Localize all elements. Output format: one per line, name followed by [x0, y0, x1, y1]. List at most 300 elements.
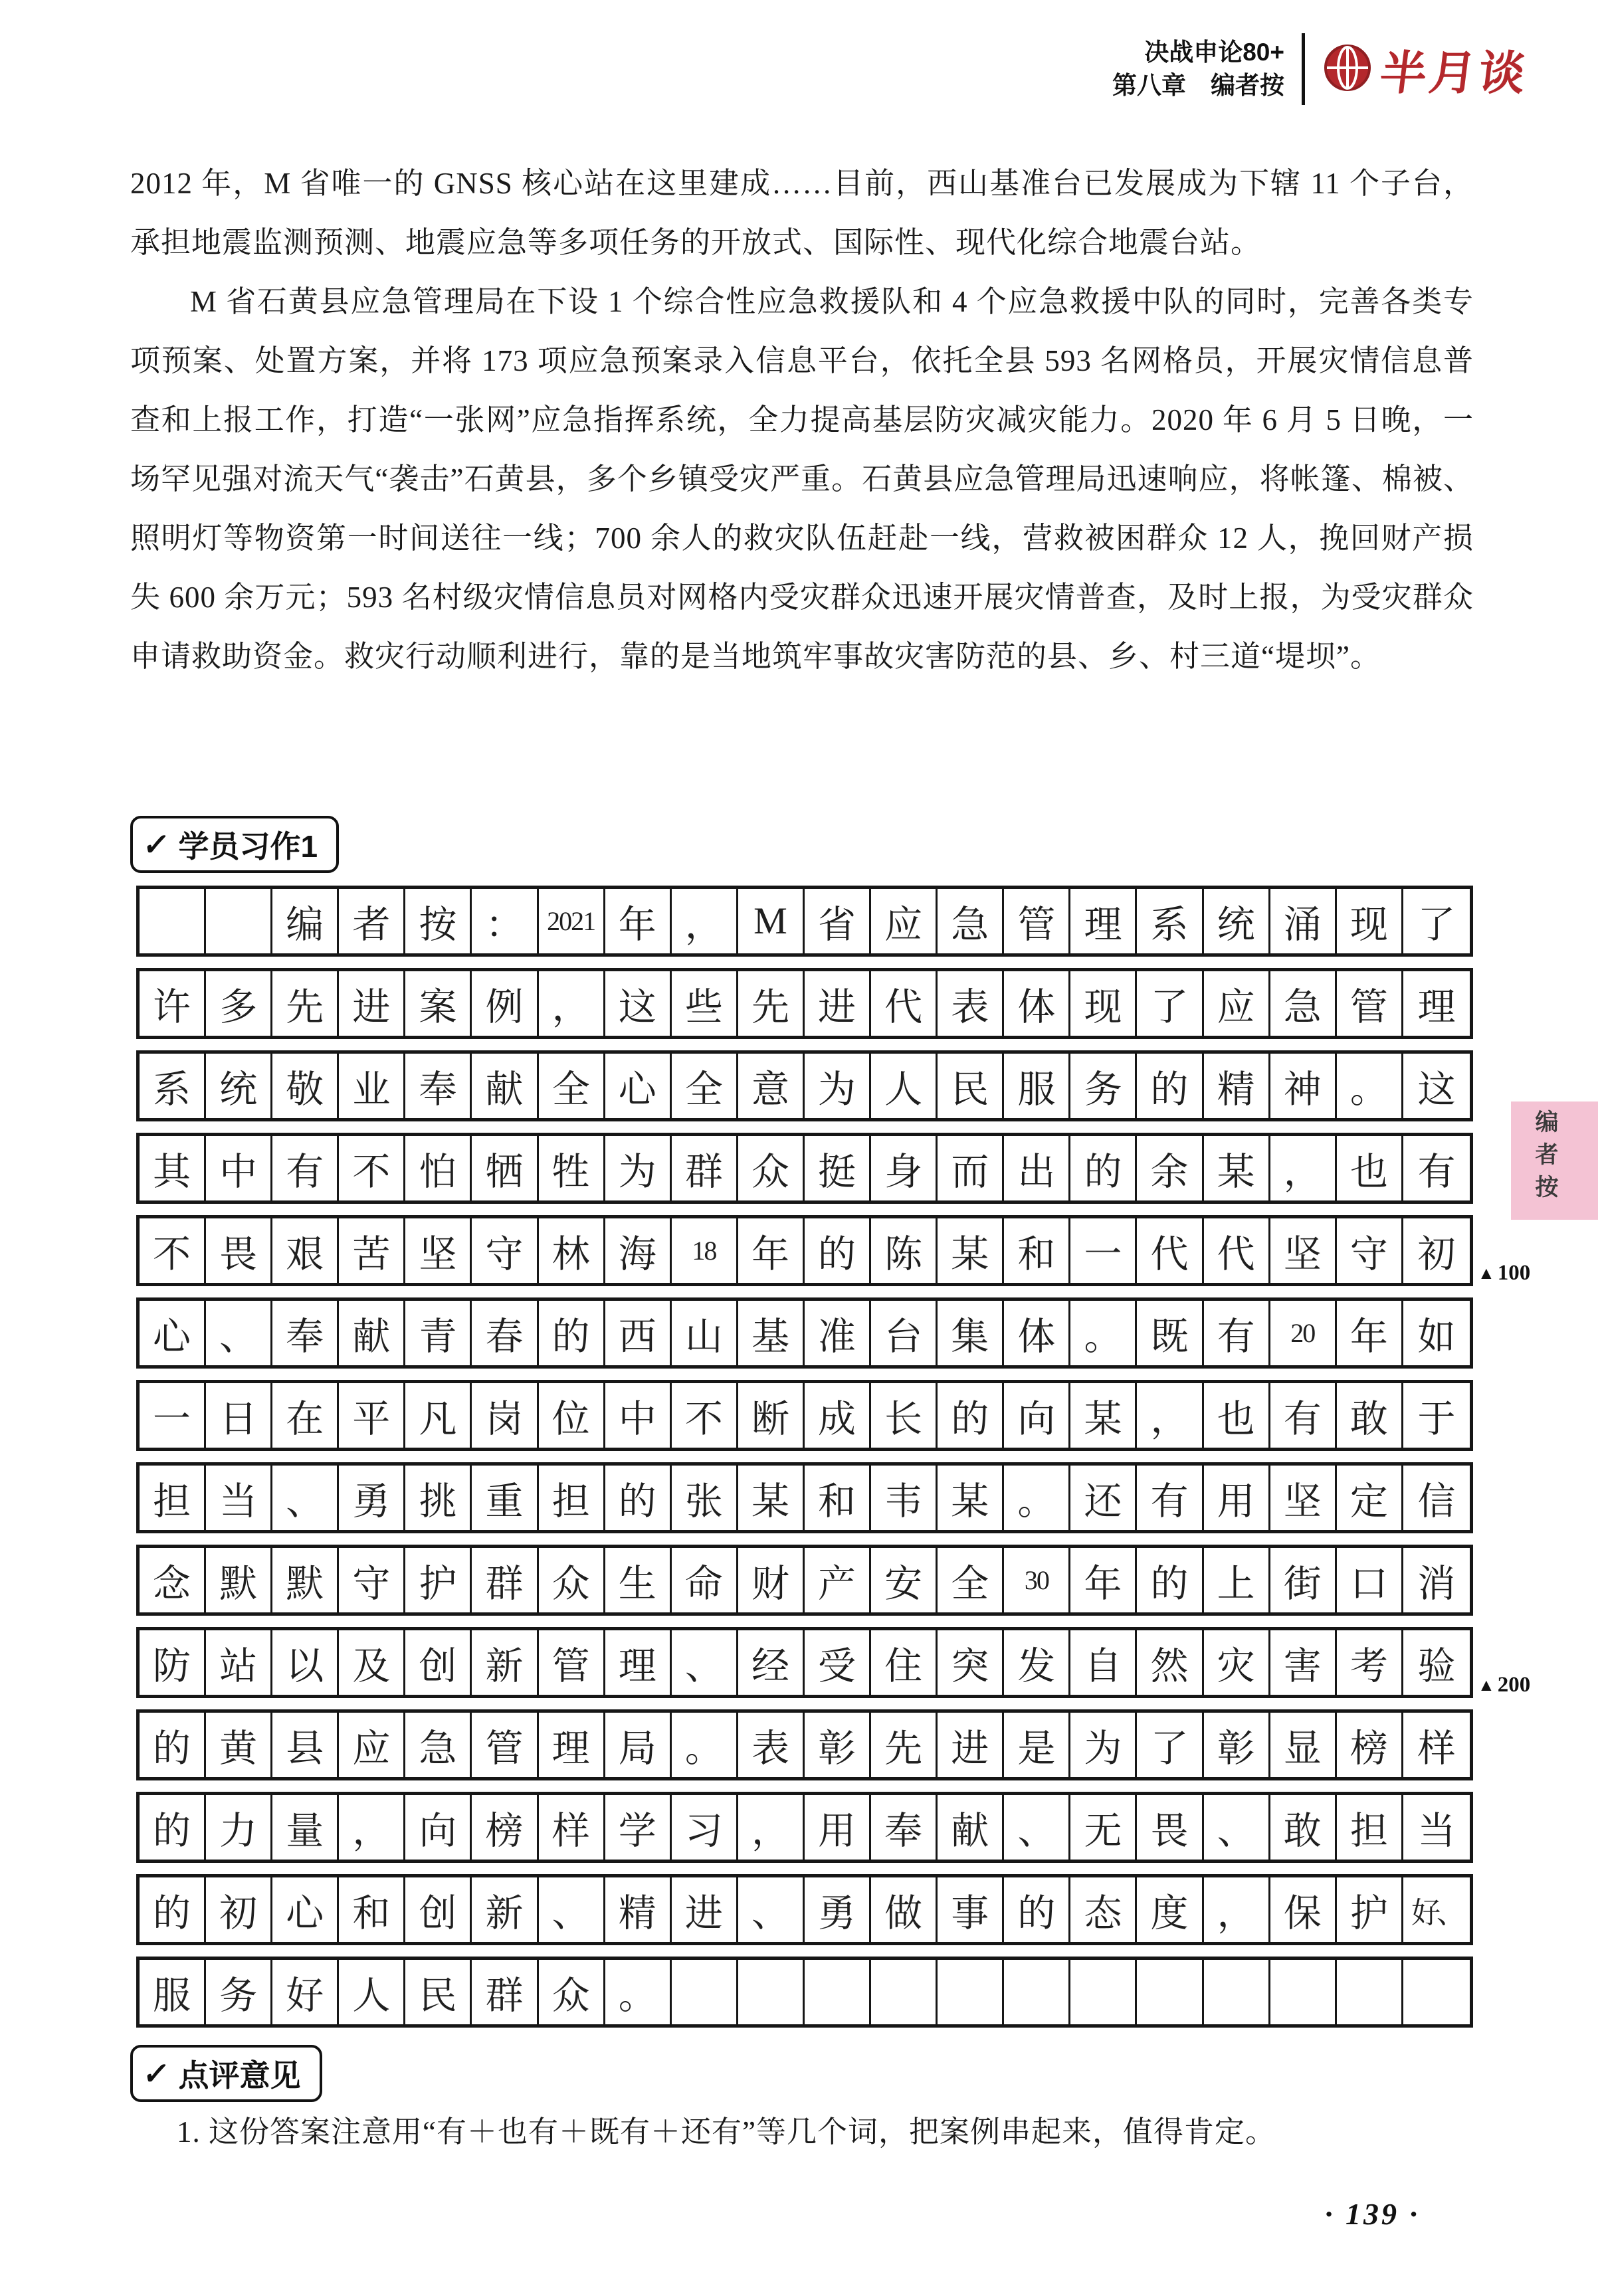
grid-cell: 集 [938, 1301, 1004, 1365]
grid-cell: 服 [140, 1960, 206, 2024]
grid-cell: 林 [539, 1218, 605, 1283]
grid-row [136, 968, 1473, 1039]
grid-cell: 某 [1204, 1136, 1270, 1200]
grid-cell: 和 [339, 1877, 405, 1942]
banyuetan-logo [1322, 36, 1532, 103]
chapter-side-tab [1511, 1101, 1598, 1220]
grid-row [136, 1627, 1473, 1698]
grid-cell: 在 [272, 1383, 339, 1448]
grid-cell: 做 [871, 1877, 938, 1942]
grid-cell: 站 [206, 1630, 272, 1695]
grid-cell: 怕 [405, 1136, 472, 1200]
grid-cell: 而 [938, 1136, 1004, 1200]
grid-cell: 身 [871, 1136, 938, 1200]
word-count-label: 200 [1497, 1673, 1531, 1697]
grid-cell: 和 [1004, 1218, 1070, 1283]
grid-cell: 、 [206, 1301, 272, 1365]
grid-cell: 这 [1417, 1068, 1456, 1111]
grid-cell: 住 [871, 1630, 938, 1695]
grid-cell: 畏 [1137, 1795, 1203, 1860]
grid-cell: ， [738, 1795, 805, 1860]
grid-cell: 挑 [405, 1466, 472, 1530]
grid-cell: 有 [1270, 1383, 1337, 1448]
grid-cell: 年 [605, 889, 672, 953]
grid-cell [1204, 1960, 1270, 2024]
grid-cell: 事 [938, 1877, 1004, 1942]
word-count-label: 100 [1497, 1261, 1531, 1285]
grid-cell: 挺 [805, 1136, 871, 1200]
grid-cell: 统 [1204, 889, 1270, 953]
grid-cell: 向 [1004, 1383, 1070, 1448]
grid-cell: 系 [1137, 889, 1203, 953]
grid-cell: 了 [1137, 971, 1203, 1036]
grid-cell: 好 [272, 1960, 339, 2024]
grid-cell: 按 [405, 889, 472, 953]
grid-cell: 例 [472, 971, 538, 1036]
grid-cell: 的 [1070, 1136, 1137, 1200]
grid-cell: 某 [738, 1466, 805, 1530]
grid-cell: 全 [539, 1054, 605, 1118]
grid-cell: 勇 [805, 1877, 871, 1942]
grid-cell: 30 [1004, 1548, 1070, 1612]
grid-cell: 艰 [272, 1218, 339, 1283]
grid-cell: 全 [672, 1054, 738, 1118]
grid-cell: 先 [871, 1713, 938, 1777]
grid-row [136, 1050, 1473, 1121]
grid-cell: 安 [871, 1548, 938, 1612]
grid-cell: 担 [539, 1466, 605, 1530]
grid-row [136, 1462, 1473, 1533]
grid-cell: 心 [605, 1054, 672, 1118]
grid-cell: 创 [405, 1877, 472, 1942]
grid-cell: 向 [405, 1795, 472, 1860]
grid-cell [1337, 1960, 1403, 2024]
grid-cell: 苦 [339, 1218, 405, 1283]
grid-cell: 体 [1004, 1301, 1070, 1365]
grid-cell: 表 [938, 971, 1004, 1036]
page-header [1112, 33, 1532, 105]
grid-cell [1403, 1960, 1470, 2024]
grid-cell: 基 [738, 1301, 805, 1365]
grid-cell: 然 [1137, 1630, 1203, 1695]
grid-cell: 先 [738, 971, 805, 1036]
grid-row [136, 1874, 1473, 1945]
grid-cell: 如 [1417, 1315, 1456, 1358]
grid-cell: 这 [605, 971, 672, 1036]
grid-cell: 进 [672, 1877, 738, 1942]
triangle-icon: ▲ [1478, 1263, 1495, 1283]
grid-cell: 不 [140, 1218, 206, 1283]
grid-cell: 产 [805, 1548, 871, 1612]
grid-cell: 全 [938, 1548, 1004, 1612]
grid-cell: 代 [1137, 1218, 1203, 1283]
grid-cell: 案 [405, 971, 472, 1036]
grid-cell: 急 [405, 1713, 472, 1777]
grid-cell: 凡 [405, 1383, 472, 1448]
grid-cell: 榜 [472, 1795, 538, 1860]
grid-cell: 编 [272, 889, 339, 953]
grid-cell: 人 [871, 1054, 938, 1118]
grid-cell: 许 [140, 971, 206, 1036]
grid-cell: 是 [1004, 1713, 1070, 1777]
grid-cell: 护 [1337, 1877, 1403, 1942]
grid-cell: 还 [1070, 1466, 1137, 1530]
grid-cell: 勇 [339, 1466, 405, 1530]
grid-cell: 畏 [206, 1218, 272, 1283]
grid-cell: 西 [605, 1301, 672, 1365]
grid-cell: 众 [539, 1548, 605, 1612]
grid-cell: 理 [1417, 986, 1456, 1028]
grid-cell: 18 [672, 1218, 738, 1283]
grid-cell [738, 1960, 805, 2024]
side-tab-label: 编者按 [1532, 1109, 1558, 1207]
grid-cell: 管 [539, 1630, 605, 1695]
grid-cell: 的 [1137, 1054, 1203, 1118]
grid-cell: 财 [738, 1548, 805, 1612]
source-material [130, 154, 1474, 686]
student-exercise-badge [130, 816, 339, 873]
grid-cell: ， [539, 971, 605, 1036]
grid-cell: 中 [206, 1136, 272, 1200]
grid-cell: 样 [539, 1795, 605, 1860]
grid-cell: 一 [140, 1383, 206, 1448]
grid-cell: 准 [805, 1301, 871, 1365]
grid-cell: M [738, 889, 805, 953]
grid-cell: 的 [1137, 1548, 1203, 1612]
grid-cell: 担 [140, 1466, 206, 1530]
grid-cell: 和 [805, 1466, 871, 1530]
grid-cell: 守 [1337, 1218, 1403, 1283]
review-label: 点评意见 [178, 2058, 301, 2093]
grid-cell: 为 [1070, 1713, 1137, 1777]
grid-cell: 为 [805, 1054, 871, 1118]
grid-cell: 系 [140, 1054, 206, 1118]
grid-cell [871, 1960, 938, 2024]
grid-cell: 。 [605, 1960, 672, 2024]
header-divider [1302, 33, 1305, 105]
grid-cell: 考 [1337, 1630, 1403, 1695]
grid-cell: 进 [805, 971, 871, 1036]
grid-cell: 心 [140, 1301, 206, 1365]
grid-cell: 验 [1417, 1645, 1456, 1687]
grid-cell: 统 [206, 1054, 272, 1118]
grid-cell: 消 [1417, 1563, 1456, 1605]
grid-cell: 好、 [1411, 1896, 1462, 1929]
grid-cell: 度 [1137, 1877, 1203, 1942]
grid-cell: 样 [1417, 1727, 1456, 1770]
grid-cell: 民 [405, 1960, 472, 2024]
grid-cell: 有 [1417, 1151, 1456, 1193]
grid-cell: 多 [206, 971, 272, 1036]
grid-cell: 牲 [539, 1136, 605, 1200]
grid-cell: 生 [605, 1548, 672, 1612]
grid-cell: 群 [472, 1960, 538, 2024]
grid-cell [1070, 1960, 1137, 2024]
grid-cell: 体 [1004, 971, 1070, 1036]
grid-cell: 力 [206, 1795, 272, 1860]
grid-cell: 彰 [1204, 1713, 1270, 1777]
grid-cell: 敢 [1270, 1795, 1337, 1860]
grid-cell: 的 [140, 1877, 206, 1942]
grid-cell: 既 [1137, 1301, 1203, 1365]
grid-cell: 献 [472, 1054, 538, 1118]
checkmark-icon: ✓ [141, 827, 172, 862]
grid-cell: 用 [1204, 1466, 1270, 1530]
grid-cell [1270, 1960, 1337, 2024]
grid-cell: 。 [672, 1713, 738, 1777]
grid-cell: 牺 [472, 1136, 538, 1200]
grid-cell: 代 [1204, 1218, 1270, 1283]
grid-cell: 理 [605, 1630, 672, 1695]
grid-cell: 重 [472, 1466, 538, 1530]
grid-cell: 护 [405, 1548, 472, 1612]
grid-cell: 坚 [405, 1218, 472, 1283]
grid-cell: 现 [1070, 971, 1137, 1036]
grid-cell [1004, 1960, 1070, 2024]
grid-cell: 春 [472, 1301, 538, 1365]
grid-cell: 有 [272, 1136, 339, 1200]
grid-cell: 山 [672, 1301, 738, 1365]
grid-cell: 以 [272, 1630, 339, 1695]
grid-cell: 新 [472, 1630, 538, 1695]
grid-cell: 些 [672, 971, 738, 1036]
grid-cell: 张 [672, 1466, 738, 1530]
grid-cell: 于 [1417, 1398, 1456, 1440]
grid-cell: ： [472, 889, 538, 953]
grid-cell: 了 [1417, 904, 1456, 946]
grid-cell: 业 [339, 1054, 405, 1118]
grid-cell: 敢 [1337, 1383, 1403, 1448]
grid-cell: ， [1204, 1877, 1270, 1942]
grid-cell: 某 [938, 1466, 1004, 1530]
grid-cell: 。 [1337, 1054, 1403, 1118]
grid-cell: 显 [1270, 1713, 1337, 1777]
grid-cell: ， [1137, 1383, 1203, 1448]
grid-cell: 陈 [871, 1218, 938, 1283]
grid-cell: 无 [1070, 1795, 1137, 1860]
grid-cell: 。 [1070, 1301, 1137, 1365]
grid-cell: ， [1270, 1136, 1337, 1200]
grid-cell: 街 [1270, 1548, 1337, 1612]
grid-cell: 年 [1337, 1301, 1403, 1365]
grid-cell: 的 [1004, 1877, 1070, 1942]
grid-cell: 长 [871, 1383, 938, 1448]
grid-cell: 、 [539, 1877, 605, 1942]
grid-cell: 成 [805, 1383, 871, 1448]
grid-cell: 涌 [1270, 889, 1337, 953]
grid-cell: ， [672, 889, 738, 953]
review-badge [130, 2045, 322, 2102]
grid-cell: 的 [539, 1301, 605, 1365]
grid-cell: 坚 [1270, 1218, 1337, 1283]
grid-cell: 口 [1337, 1548, 1403, 1612]
grid-cell: 守 [339, 1548, 405, 1612]
grid-cell: 者 [339, 889, 405, 953]
grid-cell: 应 [1204, 971, 1270, 1036]
grid-cell: 有 [1204, 1301, 1270, 1365]
grid-cell: 习 [672, 1795, 738, 1860]
grid-cell: 中 [605, 1383, 672, 1448]
grid-cell: 学 [605, 1795, 672, 1860]
grid-cell: ， [339, 1795, 405, 1860]
grid-cell: 年 [1070, 1548, 1137, 1612]
grid-cell: 省 [805, 889, 871, 953]
grid-cell: 受 [805, 1630, 871, 1695]
grid-cell [1137, 1960, 1203, 2024]
review-comment: 1. 这份答案注意用“有＋也有＋既有＋还有”等几个词，把案例串起来，值得肯定。 [177, 2115, 1276, 2149]
grid-cell: 的 [938, 1383, 1004, 1448]
grid-cell: 默 [206, 1548, 272, 1612]
grid-cell: 断 [738, 1383, 805, 1448]
grid-row [136, 1545, 1473, 1616]
grid-cell: 及 [339, 1630, 405, 1695]
grid-cell: 敬 [272, 1054, 339, 1118]
grid-cell: 服 [1004, 1054, 1070, 1118]
grid-cell: 自 [1070, 1630, 1137, 1695]
grid-cell: 有 [1137, 1466, 1203, 1530]
grid-cell: 管 [472, 1713, 538, 1777]
header-titles [1112, 36, 1284, 102]
grid-cell: 害 [1270, 1630, 1337, 1695]
grid-cell: 初 [1417, 1233, 1456, 1276]
grid-cell [140, 889, 206, 953]
grid-cell: 不 [339, 1136, 405, 1200]
grid-cell: 县 [272, 1713, 339, 1777]
word-count-marker-200 [1478, 1673, 1530, 1697]
grid-cell: 不 [672, 1383, 738, 1448]
grid-cell: 神 [1270, 1054, 1337, 1118]
grid-row [136, 1297, 1473, 1369]
grid-cell: 默 [272, 1548, 339, 1612]
grid-cell: 奉 [871, 1795, 938, 1860]
grid-cell: 了 [1137, 1713, 1203, 1777]
grid-row [136, 886, 1473, 957]
grid-cell: 某 [938, 1218, 1004, 1283]
paragraph-2: M 省石黄县应急管理局在下设 1 个综合性应急救援队和 4 个应急救援中队的同时，完善各类专项预案、处置方案，并将 173 项应急预案录入信息平台，依托全县 593 名网格员，开展灾情信息普查和上报工作，打造“一张网”应急指挥系统，全力提高基层防灾减灾能力。2020 年 6 月 5 日晚，一场罕见强对流天气“袭击”石黄县，多个乡镇受灾严重。石黄县应急管理局迅速响应，将帐篷、棉被、照明灯等物资第一时间送往一线；700 余人的救灾队伍赶赴一线，营救被困群众 12 人，挽回财产损失 600 余万元；593 名村级灾情信息员对网格内受灾群众迅速开展灾情普查，及时上报，为受灾群众申请救助资金。救灾行动顺利进行，靠的是当地筑牢事故灾害防范的县、乡、村三道“堤坝”。 [130, 285, 1474, 673]
grid-cell: 青 [405, 1301, 472, 1365]
grid-cell: 。 [1004, 1466, 1070, 1530]
grid-cell: 众 [539, 1960, 605, 2024]
grid-cell: 民 [938, 1054, 1004, 1118]
grid-cell: 急 [938, 889, 1004, 953]
grid-cell [672, 1960, 738, 2024]
grid-cell: 群 [472, 1548, 538, 1612]
grid-cell: 岗 [472, 1383, 538, 1448]
grid-cell: 局 [605, 1713, 672, 1777]
grid-cell: 彰 [805, 1713, 871, 1777]
grid-cell: 应 [339, 1713, 405, 1777]
grid-cell: 坚 [1270, 1466, 1337, 1530]
logo-text: 半月谈 [1377, 47, 1532, 99]
grid-cell: 人 [339, 1960, 405, 2024]
chapter-title: 第八章 编者按 [1112, 72, 1284, 99]
grid-cell: 务 [206, 1960, 272, 2024]
grid-cell: 、 [738, 1877, 805, 1942]
grid-cell: 、 [1204, 1795, 1270, 1860]
student-exercise-label: 学员习作1 [178, 829, 318, 864]
grid-cell: 信 [1417, 1480, 1456, 1523]
grid-row [136, 1380, 1473, 1451]
grid-cell: 其 [140, 1136, 206, 1200]
grid-cell: 众 [738, 1136, 805, 1200]
grid-cell: 、 [672, 1630, 738, 1695]
grid-cell: 上 [1204, 1548, 1270, 1612]
grid-cell: 2021 [539, 889, 605, 953]
grid-cell: 态 [1070, 1877, 1137, 1942]
grid-cell: 发 [1004, 1630, 1070, 1695]
grid-cell: 经 [738, 1630, 805, 1695]
grid-cell: 守 [472, 1218, 538, 1283]
grid-cell: 定 [1337, 1466, 1403, 1530]
grid-cell: 20 [1270, 1301, 1337, 1365]
word-count-marker-100 [1478, 1261, 1530, 1286]
grid-cell: 新 [472, 1877, 538, 1942]
grid-cell: 的 [140, 1713, 206, 1777]
grid-cell: 韦 [871, 1466, 938, 1530]
grid-cell: 理 [1070, 889, 1137, 953]
grid-cell: 应 [871, 889, 938, 953]
grid-cell: 代 [871, 971, 938, 1036]
grid-cell: 的 [605, 1466, 672, 1530]
grid-row [136, 1957, 1473, 2028]
page-number: · 139 · [1325, 2197, 1420, 2231]
grid-row [136, 1709, 1473, 1780]
grid-cell: 命 [672, 1548, 738, 1612]
grid-cell: 位 [539, 1383, 605, 1448]
grid-cell [206, 889, 272, 953]
grid-cell: 防 [140, 1630, 206, 1695]
grid-cell [938, 1960, 1004, 2024]
grid-cell: 平 [339, 1383, 405, 1448]
grid-cell: 用 [805, 1795, 871, 1860]
grid-cell: 现 [1337, 889, 1403, 953]
grid-cell: 管 [1004, 889, 1070, 953]
grid-cell: 、 [272, 1466, 339, 1530]
paragraph-1: 2012 年，M 省唯一的 GNSS 核心站在这里建成……目前，西山基准台已发展成为下辖 11 个子台，承担地震监测预测、地震应急等多项任务的开放式、国际性、现代化综合地震台站。 [130, 167, 1474, 259]
grid-cell: 当 [1417, 1810, 1456, 1852]
grid-cell: 量 [272, 1795, 339, 1860]
grid-cell: 担 [1337, 1795, 1403, 1860]
book-title: 决战申论80+ [1144, 39, 1284, 66]
grid-cell [805, 1960, 871, 2024]
grid-cell: 奉 [405, 1054, 472, 1118]
grid-cell: 群 [672, 1136, 738, 1200]
grid-row [136, 1792, 1473, 1863]
grid-row [136, 1133, 1473, 1204]
grid-cell: 意 [738, 1054, 805, 1118]
grid-cell: 为 [605, 1136, 672, 1200]
grid-row [136, 1215, 1473, 1286]
grid-cell: 某 [1070, 1383, 1137, 1448]
grid-cell: 年 [738, 1218, 805, 1283]
grid-cell: 、 [1004, 1795, 1070, 1860]
grid-cell: 当 [206, 1466, 272, 1530]
grid-cell: 榜 [1337, 1713, 1403, 1777]
grid-cell: 献 [938, 1795, 1004, 1860]
grid-cell: 念 [140, 1548, 206, 1612]
grid-cell: 余 [1137, 1136, 1203, 1200]
grid-cell: 精 [1204, 1054, 1270, 1118]
grid-cell: 突 [938, 1630, 1004, 1695]
grid-cell: 进 [339, 971, 405, 1036]
grid-cell: 的 [140, 1795, 206, 1860]
grid-cell: 理 [539, 1713, 605, 1777]
grid-cell: 一 [1070, 1218, 1137, 1283]
grid-cell: 出 [1004, 1136, 1070, 1200]
grid-cell: 务 [1070, 1054, 1137, 1118]
grid-cell: 献 [339, 1301, 405, 1365]
checkmark-icon: ✓ [141, 2056, 172, 2091]
